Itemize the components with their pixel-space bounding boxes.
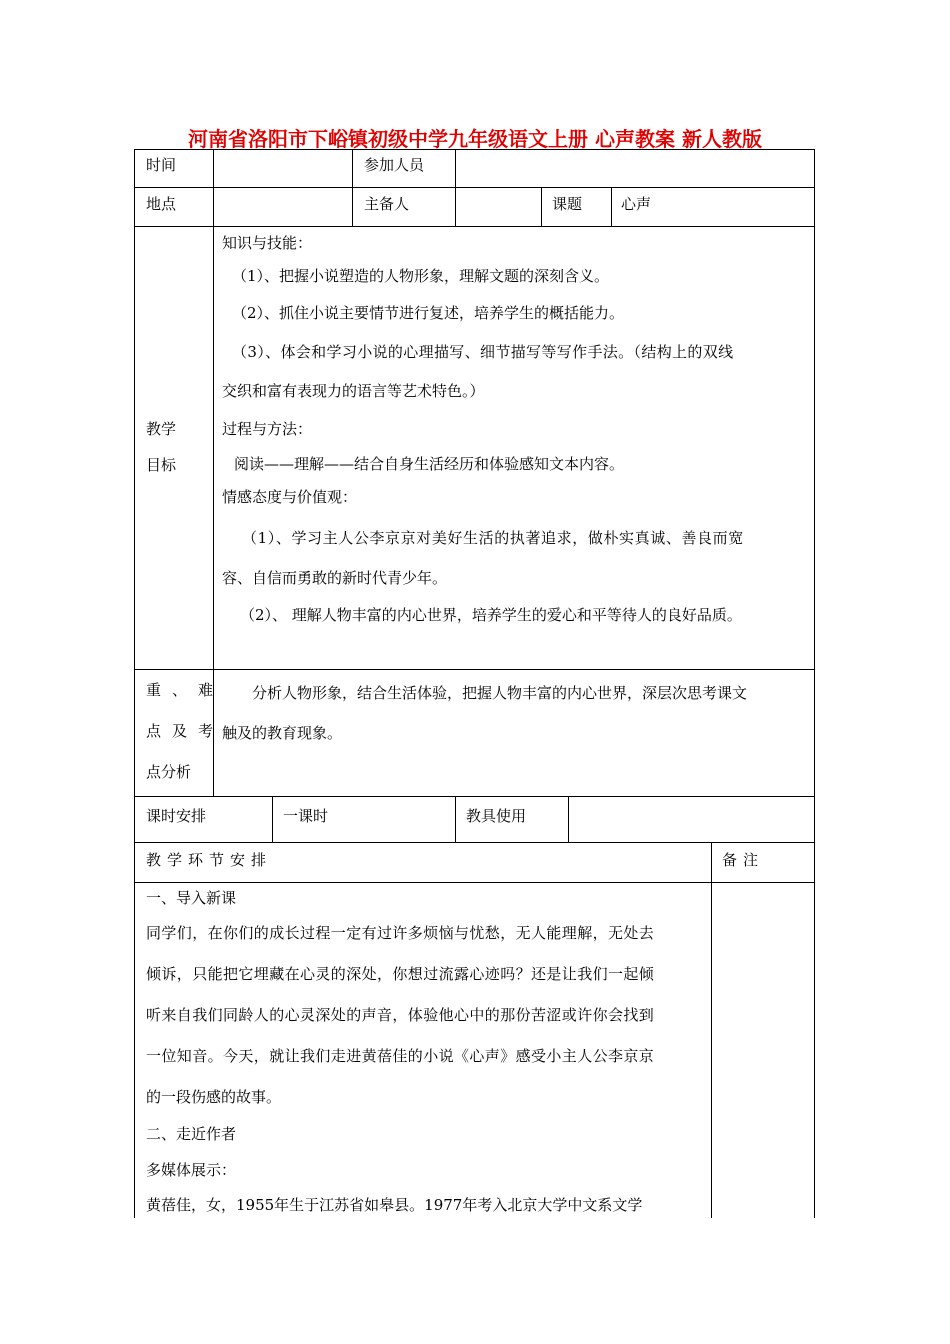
section-heading: 二、走近作者 <box>146 1125 237 1143</box>
section-text: 黄蓓佳，女，1955年生于江苏省如皋县。1977年考入北京大学中文系文学 <box>146 1196 643 1214</box>
hours-label: 课时安排 <box>146 807 207 825</box>
row-divider <box>134 226 815 227</box>
process-heading: 过程与方法： <box>222 420 313 438</box>
col-divider <box>213 226 214 796</box>
section-text: 听来自我们同龄人的心灵深处的声音，体验他心中的那份苦涩或许你会找到 <box>146 1006 655 1024</box>
col-divider <box>213 149 214 226</box>
key-points-text: 分析人物形象，结合生活体验，把握人物丰富的内心世界，深层次思考课文 <box>252 684 748 702</box>
col-divider <box>568 796 569 842</box>
topic-label: 课题 <box>552 195 583 213</box>
participants-label: 参加人员 <box>364 156 425 174</box>
col-divider <box>352 149 353 226</box>
section-text: 同学们，在你们的成长过程一定有过许多烦恼与忧愁，无人能理解，无处去 <box>146 924 655 942</box>
key-points-label: 点分析 <box>146 763 192 781</box>
objective-item: （1）、学习主人公李京京对美好生活的执著追求，做朴实真诚、善良而宽 <box>242 529 744 547</box>
time-label: 时间 <box>146 156 177 174</box>
key-points-label: 重、难 <box>146 681 225 699</box>
col-divider <box>455 796 456 842</box>
notes-label: 备注 <box>722 851 765 869</box>
row-divider <box>134 187 815 188</box>
col-divider <box>711 842 712 1218</box>
col-divider <box>455 149 456 226</box>
objective-item: （2）、 理解人物丰富的内心世界，培养学生的爱心和平等待人的良好品质。 <box>240 606 742 624</box>
section-heading: 一、导入新课 <box>146 889 237 907</box>
col-divider <box>541 187 542 226</box>
topic-value: 心声 <box>621 195 652 213</box>
row-divider <box>134 796 815 797</box>
objectives-label: 目标 <box>146 456 177 474</box>
steps-heading: 教学环节安排 <box>146 851 273 869</box>
row-divider <box>134 669 815 670</box>
section-text: 一位知音。今天，就让我们走进黄蓓佳的小说《心声》感受小主人公李京京 <box>146 1047 655 1065</box>
hours-value: 一课时 <box>283 807 329 825</box>
lead-label: 主备人 <box>364 195 410 213</box>
tools-label: 教具使用 <box>466 807 527 825</box>
section-text: 倾诉，只能把它埋藏在心灵的深处，你想过流露心迹吗？还是让我们一起倾 <box>146 965 655 983</box>
place-label: 地点 <box>146 195 177 213</box>
objective-item: 交织和富有表现力的语言等艺术特色。） <box>222 382 485 400</box>
knowledge-heading: 知识与技能： <box>222 234 313 252</box>
document-title: 河南省洛阳市下峪镇初级中学九年级语文上册 心声教案 新人教版 <box>188 127 762 151</box>
objective-item: （2）、抓住小说主要情节进行复述，培养学生的概括能力。 <box>232 304 625 322</box>
process-text: 阅读——理解——结合自身生活经历和体验感知文本内容。 <box>234 455 625 473</box>
row-divider <box>134 842 815 843</box>
objective-item: 容、自信而勇敢的新时代青少年。 <box>222 569 448 587</box>
objective-item: （3）、体会和学习小说的心理描写、细节描写等写作手法。（结构上的双线 <box>232 343 734 361</box>
emotion-heading: 情感态度与价值观： <box>222 488 358 506</box>
key-points-text: 触及的教育现象。 <box>222 724 343 742</box>
objective-item: （1）、把握小说塑造的人物形象，理解文题的深刻含义。 <box>232 267 610 285</box>
col-divider <box>611 187 612 226</box>
section-text: 的一段伤感的故事。 <box>146 1088 282 1106</box>
col-divider <box>272 796 273 842</box>
key-points-label: 点及考 <box>146 722 225 740</box>
section-text: 多媒体展示： <box>146 1161 237 1179</box>
objectives-label: 教学 <box>146 420 177 438</box>
row-divider <box>134 882 815 883</box>
